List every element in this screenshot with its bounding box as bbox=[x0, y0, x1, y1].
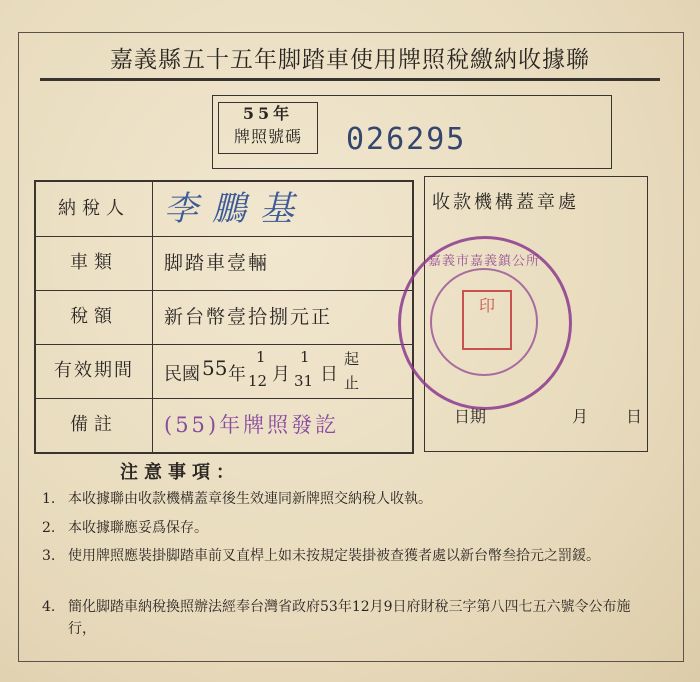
note-number: 4. bbox=[42, 599, 56, 615]
title-underline bbox=[40, 80, 660, 81]
tax-amount-value: 新台幣壹拾捌元正 bbox=[164, 306, 333, 328]
period-start-month: 1 bbox=[256, 348, 266, 366]
notes-title: 注意事項： bbox=[120, 462, 240, 483]
period-start-day: 1 bbox=[300, 348, 310, 366]
row-validity-period bbox=[36, 344, 412, 399]
period-day-unit: 日 bbox=[320, 364, 338, 385]
info-table bbox=[34, 180, 414, 454]
note-number: 3. bbox=[42, 548, 56, 564]
stamp-month-unit: 月 bbox=[572, 407, 589, 426]
taxpayer-signature: 李鵬基 bbox=[164, 189, 308, 229]
plate-year: 55年 bbox=[242, 104, 294, 123]
remarks-stamp: (55)年牌照發訖 bbox=[164, 413, 340, 437]
period-month-unit: 月 bbox=[272, 364, 290, 385]
period-start-word: 起 bbox=[344, 350, 360, 368]
row-taxpayer bbox=[36, 182, 412, 237]
note-text: 本收據聯由收款機構蓋章後生效連同新牌照交納稅人收執。 bbox=[68, 491, 432, 507]
plate-label: 牌照號碼 bbox=[233, 127, 302, 146]
period-prefix: 民國 bbox=[164, 364, 200, 385]
note-text: 本收據聯應妥爲保存。 bbox=[68, 520, 208, 536]
vehicle-type-value: 脚踏車壹輛 bbox=[164, 252, 270, 274]
row-label: 有效期間 bbox=[36, 344, 153, 398]
plate-number: 026295 bbox=[346, 122, 467, 157]
row-label: 稅額 bbox=[36, 290, 153, 344]
period-end-month: 12 bbox=[248, 372, 268, 390]
row-vehicle-type bbox=[36, 236, 412, 291]
stamp-date-label: 日期 bbox=[454, 407, 487, 426]
period-end-day: 31 bbox=[294, 372, 314, 390]
note-number: 2. bbox=[42, 520, 56, 536]
row-tax-amount bbox=[36, 290, 412, 345]
row-label: 備註 bbox=[36, 398, 153, 452]
purple-seal-text: 嘉義市嘉義鎮公所 bbox=[427, 254, 540, 269]
note-text: 簡化脚踏車納稅換照辦法經奉台灣省政府53年12月9日府財稅三字第八四七五六號令公布施行， bbox=[68, 599, 631, 637]
row-remarks bbox=[36, 398, 412, 452]
row-label: 車類 bbox=[36, 236, 153, 290]
stamp-area-title: 收款機構蓋章處 bbox=[432, 192, 579, 213]
period-year-unit: 年 bbox=[228, 364, 246, 385]
plate-label-box bbox=[218, 102, 318, 154]
note-text: 使用牌照應裝掛脚踏車前叉直桿上如未按規定裝掛被查獲者處以新台幣叁拾元之罰鍰。 bbox=[68, 548, 600, 564]
red-seal: 印 bbox=[462, 290, 512, 350]
stamp-day-unit: 日 bbox=[626, 407, 643, 426]
receipt-title: 嘉義縣五十五年脚踏車使用牌照稅繳納收據聯 bbox=[40, 44, 660, 80]
note-number: 1. bbox=[42, 491, 56, 507]
period-end-word: 止 bbox=[344, 374, 360, 392]
row-label: 納稅人 bbox=[36, 182, 153, 236]
period-year: 55 bbox=[202, 356, 228, 380]
